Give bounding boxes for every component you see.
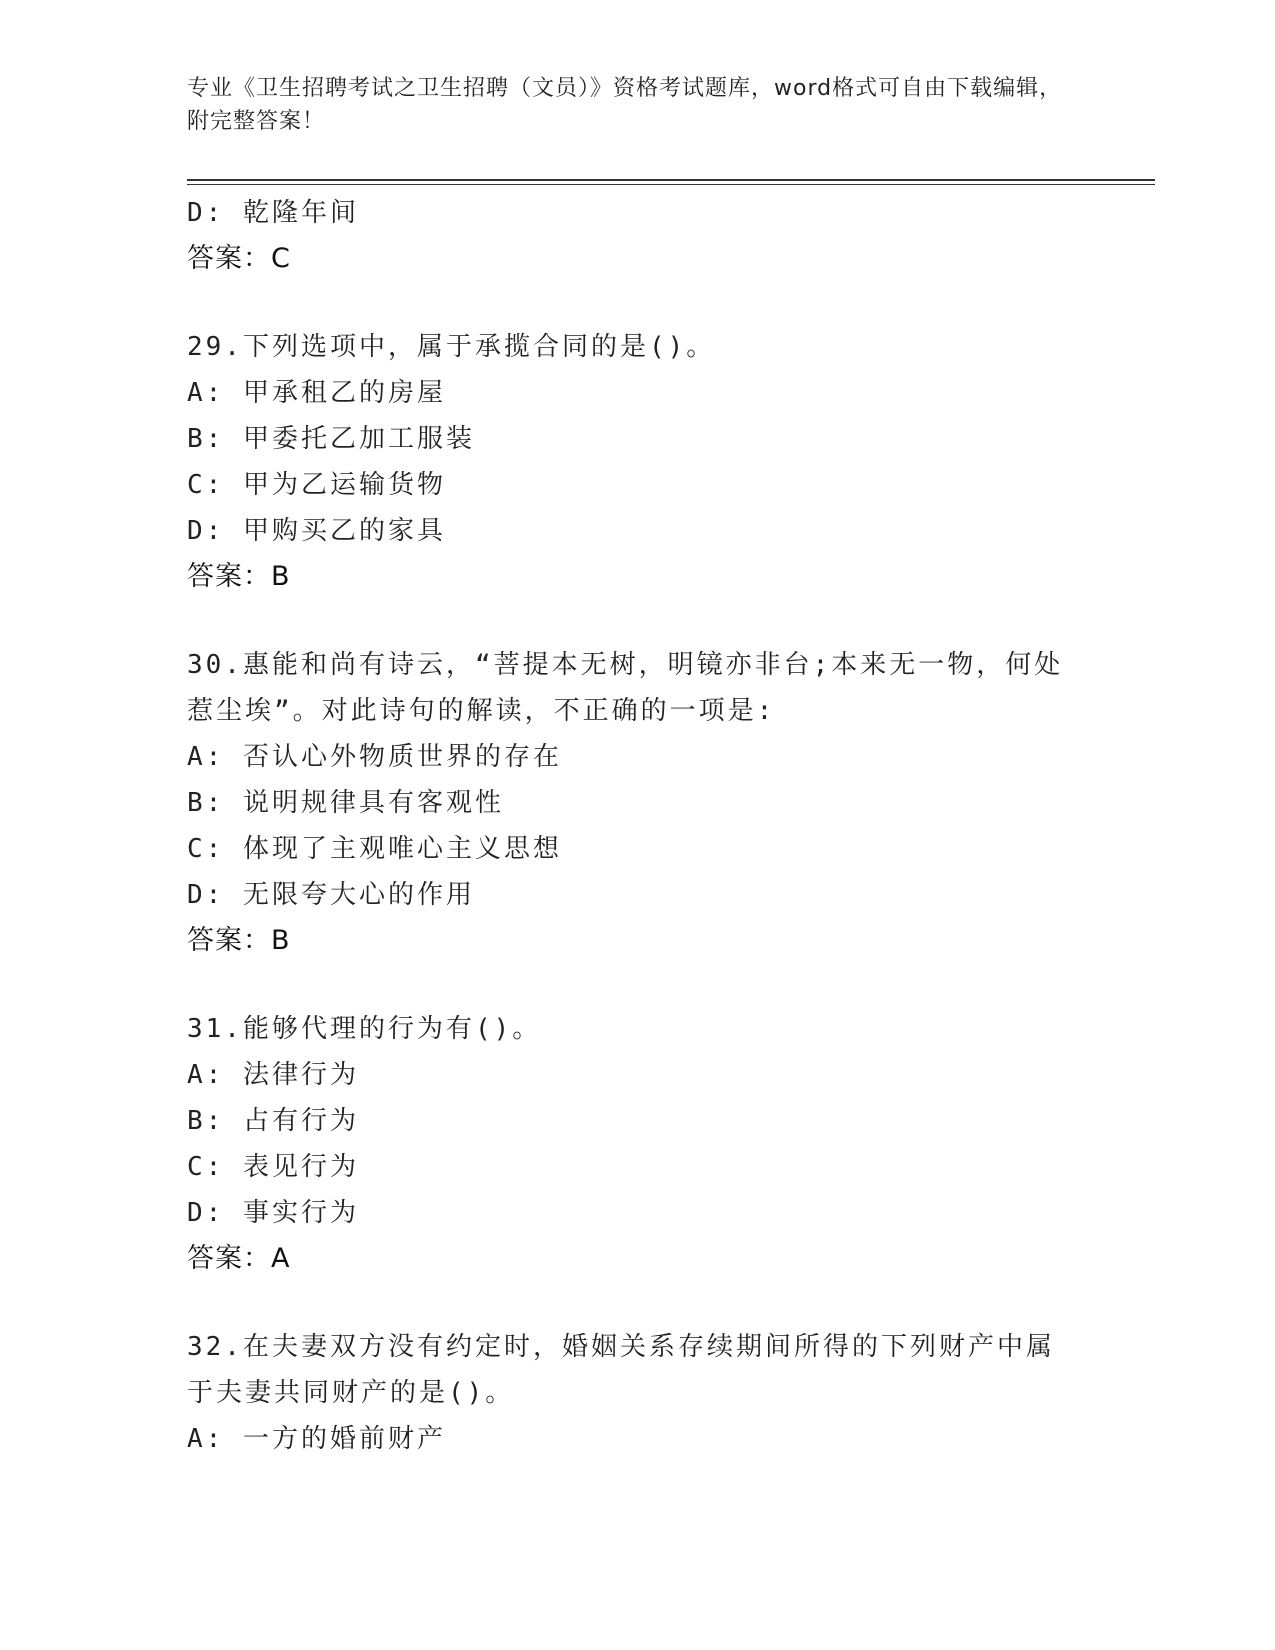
question-text: 31.能够代理的行为有()。 [187,1014,542,1044]
question-list [187,190,1087,1462]
question-text: 32.在夫妻双方没有约定时，婚姻关系存续期间所得的下列财产中属于夫妻共同财产的是()。 [187,1332,1055,1408]
answer-line: 答案：B [187,561,291,592]
answer-line: 答案：B [187,925,291,956]
option-d: D: 无限夸大心的作用 [187,880,475,910]
option-a: A: 法律行为 [187,1060,359,1090]
question-item [187,642,1087,964]
header-divider-thin [187,184,1155,185]
header-divider-thick [187,179,1155,181]
option-d: D: 甲购买乙的家具 [187,516,446,546]
option-a: A: 否认心外物质世界的存在 [187,742,562,772]
option-b: B: 说明规律具有客观性 [187,788,504,818]
option-c: C: 表见行为 [187,1152,359,1182]
option-a: A: 甲承租乙的房屋 [187,378,446,408]
option-c: C: 体现了主观唯心主义思想 [187,834,562,864]
option-d: D: 事实行为 [187,1198,359,1228]
document-header: 专业《卫生招聘考试之卫生招聘（文员）》资格考试题库，word格式可自由下载编辑，附完整答案！ [187,76,1063,134]
question-text: 29.下列选项中，属于承揽合同的是()。 [187,332,716,362]
option-b: B: 甲委托乙加工服装 [187,424,475,454]
question-item [187,324,1087,600]
question-item [187,1006,1087,1282]
question-item [187,1324,1087,1462]
option-b: B: 占有行为 [187,1106,359,1136]
option-d: D: 乾隆年间 [187,198,359,228]
question-text: 30.惠能和尚有诗云，“菩提本无树，明镜亦非台;本来无一物，何处惹尘埃”。对此诗句的解读，不正确的一项是: [187,650,1064,726]
option-a: A: 一方的婚前财产 [187,1424,446,1454]
answer-line: 答案：C [187,243,291,274]
answer-line: 答案：A [187,1243,291,1274]
option-c: C: 甲为乙运输货物 [187,470,446,500]
